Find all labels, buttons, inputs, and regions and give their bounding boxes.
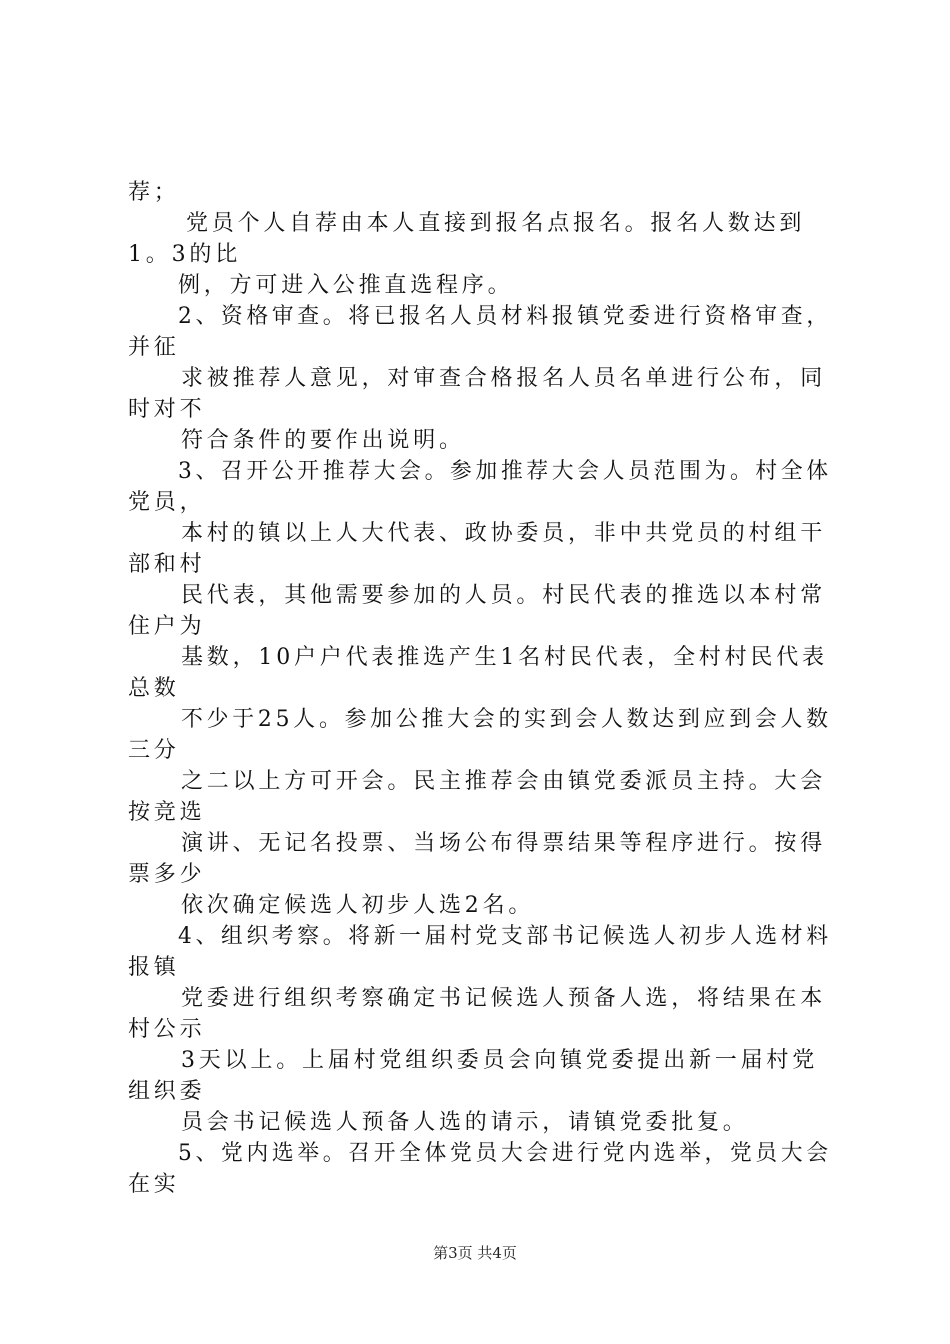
text-line: 党员个人自荐由本人直接到报名点报名。报名人数达到 [186,211,806,236]
text-line: 党委进行组织考察确定书记候选人预备人选，将结果在本 [181,986,827,1011]
text-line: 总数 [128,676,180,701]
text-line: 4、组织考察。将新一届村党支部书记候选人初步人选材料 [178,924,832,949]
text-line: 时对不 [128,397,206,422]
text-line: 并征 [128,335,180,360]
text-line: 本村的镇以上人大代表、政协委员，非中共党员的村组干 [181,521,827,546]
text-line: 报镇 [128,955,180,980]
text-line: 3天以上。上届村党组织委员会向镇党委提出新一届村党 [181,1048,818,1073]
text-line: 依次确定候选人初步人选2名。 [181,893,535,918]
text-line: 党员， [128,490,206,515]
text-line: 票多少 [128,862,206,887]
text-line: 组织委 [128,1079,206,1104]
text-line: 部和村 [128,552,206,577]
text-line: 1。3的比 [128,242,241,267]
text-line: 演讲、无记名投票、当场公布得票结果等程序进行。按得 [181,831,827,856]
text-line: 之二以上方可开会。民主推荐会由镇党委派员主持。大会 [181,769,827,794]
text-line: 荐； [128,180,180,205]
text-line: 2、资格审查。将已报名人员材料报镇党委进行资格审查， [178,304,832,329]
text-line: 村公示 [128,1017,206,1042]
text-line: 求被推荐人意见，对审查合格报名人员名单进行公布，同 [181,366,827,391]
text-line: 住户为 [128,614,206,639]
text-line: 5、党内选举。召开全体党员大会进行党内选举，党员大会 [178,1141,832,1166]
text-line: 按竞选 [128,800,206,825]
text-line: 员会书记候选人预备人选的请示，请镇党委批复。 [181,1110,749,1135]
text-line: 不少于25人。参加公推大会的实到会人数达到应到会人数 [181,707,832,732]
page-number-footer: 第3页 共4页 [433,1244,517,1262]
text-line: 例，方可进入公推直选程序。 [178,273,514,298]
text-line: 基数，10户户代表推选产生1名村民代表，全村村民代表 [181,645,828,670]
text-line: 三分 [128,738,180,763]
text-line: 在实 [128,1172,180,1197]
text-line: 民代表，其他需要参加的人员。村民代表的推选以本村常 [181,583,827,608]
text-line: 3、召开公开推荐大会。参加推荐大会人员范围为。村全体 [178,459,832,484]
text-line: 符合条件的要作出说明。 [181,428,465,453]
